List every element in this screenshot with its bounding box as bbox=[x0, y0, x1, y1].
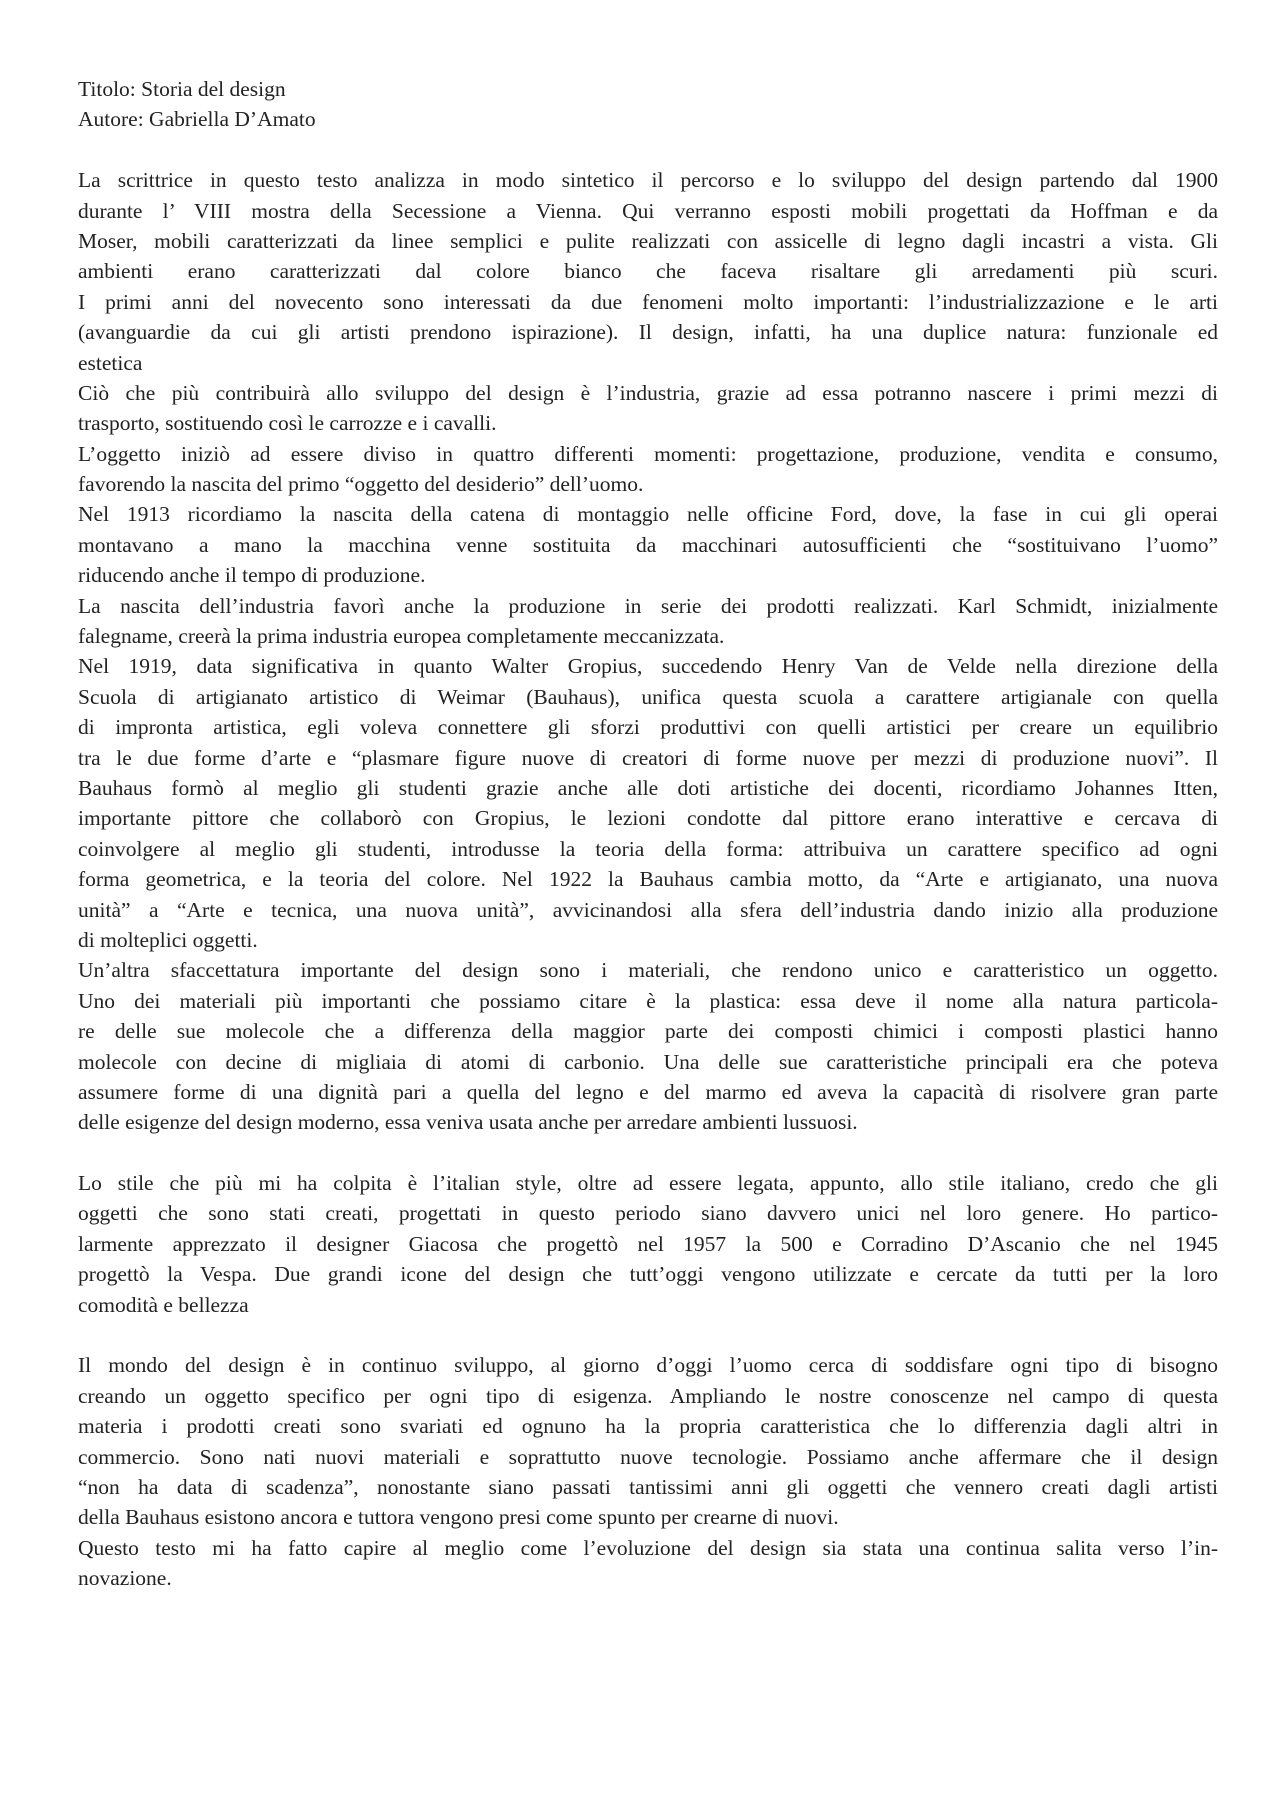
paragraph-line: (avanguardie da cui gli artisti prendono ispirazione). Il design, infatti, ha una duplice natura: funzionale ed bbox=[78, 320, 1218, 345]
paragraph-gap bbox=[78, 1320, 1218, 1350]
document-author-line: Autore: Gabriella D’Amato bbox=[78, 107, 316, 132]
paragraph-line: Uno dei materiali più importanti che possiamo citare è la plastica: essa deve il nome alla natura particola- bbox=[78, 988, 1218, 1013]
paragraph-line: Il mondo del design è in continuo sviluppo, al giorno d’oggi l’uomo cerca di soddisfare ogni tipo di bisogno bbox=[78, 1353, 1218, 1378]
paragraph-line: L’oggetto iniziò ad essere diviso in quattro differenti momenti: progettazione, produzione, vendita e consumo, bbox=[78, 441, 1218, 466]
paragraph-line: materia i prodotti creati sono svariati ed ognuno ha la propria caratteristica che lo differenzia dagli altri in bbox=[78, 1414, 1218, 1439]
paragraph-line: La nascita dell’industria favorì anche la produzione in serie dei prodotti realizzati. Karl Schmidt, inizialmente bbox=[78, 593, 1218, 618]
paragraph-line: estetica bbox=[78, 350, 143, 375]
paragraph-line: “non ha data di scadenza”, nonostante siano passati tantissimi anni gli oggetti che vennero creati dagli artisti bbox=[78, 1474, 1218, 1499]
document-body bbox=[78, 74, 1218, 1594]
paragraph-line: unità” a “Arte e tecnica, una nuova unità”, avvicinandosi alla sfera dell’industria dando inizio alla produzione bbox=[78, 897, 1218, 922]
document-paragraphs bbox=[78, 135, 1218, 1594]
paragraph-line: favorendo la nascita del primo “oggetto del desiderio” dell’uomo. bbox=[78, 472, 644, 497]
paragraph-line: novazione. bbox=[78, 1566, 172, 1591]
paragraph-line: Scuola di artigianato artistico di Weimar (Bauhaus), unifica questa scuola a carattere artigianale con quella bbox=[78, 684, 1218, 709]
paragraph-line: molecole con decine di migliaia di atomi di carbonio. Una delle sue caratteristiche principali era che poteva bbox=[78, 1049, 1218, 1074]
paragraph-line: larmente apprezzato il designer Giacosa che progettò nel 1957 la 500 e Corradino D’Ascanio che nel 1945 bbox=[78, 1231, 1218, 1256]
paragraph-line: durante l’ VIII mostra della Secessione a Vienna. Qui verranno esposti mobili progettati da Hoffman e da bbox=[78, 198, 1218, 223]
paragraph-line: della Bauhaus esistono ancora e tuttora vengono presi come spunto per crearne di nuovi. bbox=[78, 1505, 839, 1530]
document-title-line: Titolo: Storia del design bbox=[78, 77, 286, 101]
paragraph-line: forma geometrica, e la teoria del colore. Nel 1922 la Bauhaus cambia motto, da “Arte e artigianato, una nuova bbox=[78, 867, 1218, 892]
paragraph bbox=[78, 1350, 1218, 1593]
paragraph-line: Moser, mobili caratterizzati da linee semplici e pulite realizzati con assicelle di legno dagli incastri a vista. Gli bbox=[78, 228, 1218, 253]
paragraph-line: I primi anni del novecento sono interessati da due fenomeni molto importanti: l’industrializzazione e le arti bbox=[78, 289, 1218, 314]
paragraph-line: importante pittore che collaborò con Gropius, le lezioni condotte dal pittore erano interattive e cercava di bbox=[78, 806, 1218, 831]
paragraph-line: ambienti erano caratterizzati dal colore bianco che faceva risaltare gli arredamenti più scuri. bbox=[78, 259, 1218, 284]
paragraph-line: comodità e bellezza bbox=[78, 1292, 249, 1317]
paragraph-line: La scrittrice in questo testo analizza in modo sintetico il percorso e lo sviluppo del design partendo dal 1900 bbox=[78, 168, 1218, 193]
paragraph-line: delle esigenze del design moderno, essa veniva usata anche per arredare ambienti lussuosi. bbox=[78, 1110, 858, 1135]
paragraph-line: trasporto, sostituendo così le carrozze e i cavalli. bbox=[78, 411, 497, 436]
paragraph-gap bbox=[78, 1138, 1218, 1168]
paragraph-line: falegname, creerà la prima industria europea completamente meccanizzata. bbox=[78, 624, 725, 649]
paragraph-line: tra le due forme d’arte e “plasmare figure nuove di creatori di forme nuove per mezzi di produzione nuovi”. Il bbox=[78, 745, 1218, 770]
paragraph-line: re delle sue molecole che a differenza della maggior parte dei composti chimici i composti plastici hanno bbox=[78, 1019, 1218, 1044]
paragraph-gap bbox=[78, 135, 1218, 165]
paragraph-line: coinvolgere al meglio gli studenti, introdusse la teoria della forma: attribuiva un carattere specifico ad ogni bbox=[78, 836, 1218, 861]
paragraph-line: riducendo anche il tempo di produzione. bbox=[78, 563, 426, 588]
paragraph-line: oggetti che sono stati creati, progettati in questo periodo siano davvero unici nel loro genere. Ho partico- bbox=[78, 1201, 1218, 1226]
paragraph-line: Ciò che più contribuirà allo sviluppo del design è l’industria, grazie ad essa potranno nascere i primi mezzi di bbox=[78, 380, 1218, 405]
paragraph-line: Lo stile che più mi ha colpita è l’italian style, oltre ad essere legata, appunto, allo stile italiano, credo che gli bbox=[78, 1171, 1218, 1196]
paragraph-line: progettò la Vespa. Due grandi icone del design che tutt’oggi vengono utilizzate e cercate da tutti per la loro bbox=[78, 1262, 1218, 1287]
paragraph-line: Un’altra sfaccettatura importante del design sono i materiali, che rendono unico e caratteristico un oggetto. bbox=[78, 958, 1218, 983]
paragraph-line: Nel 1913 ricordiamo la nascita della catena di montaggio nelle officine Ford, dove, la fase in cui gli operai bbox=[78, 502, 1218, 527]
paragraph-line: Bauhaus formò al meglio gli studenti grazie anche alle doti artistiche dei docenti, ricordiamo Johannes Itten, bbox=[78, 775, 1218, 800]
paragraph-line: di impronta artistica, egli voleva connettere gli sforzi produttivi con quelli artistici per creare un equilibrio bbox=[78, 715, 1218, 740]
paragraph-line: assumere forme di una dignità pari a quella del legno e del marmo ed aveva la capacità di risolvere gran parte bbox=[78, 1079, 1218, 1104]
paragraph-line: creando un oggetto specifico per ogni tipo di esigenza. Ampliando le nostre conoscenze nel campo di questa bbox=[78, 1383, 1218, 1408]
paragraph-line: Nel 1919, data significativa in quanto Walter Gropius, succedendo Henry Van de Velde nella direzione della bbox=[78, 654, 1218, 679]
paragraph-line: montavano a mano la macchina venne sostituita da macchinari autosufficienti che “sostituivano l’uomo” bbox=[78, 532, 1218, 557]
paragraph bbox=[78, 1168, 1218, 1320]
paragraph-line: Questo testo mi ha fatto capire al meglio come l’evoluzione del design sia stata una continua salita verso l’in- bbox=[78, 1535, 1218, 1560]
paragraph-line: commercio. Sono nati nuovi materiali e soprattutto nuove tecnologie. Possiamo anche affermare che il design bbox=[78, 1444, 1218, 1469]
paragraph bbox=[78, 165, 1218, 1138]
paragraph-line: di molteplici oggetti. bbox=[78, 927, 258, 952]
